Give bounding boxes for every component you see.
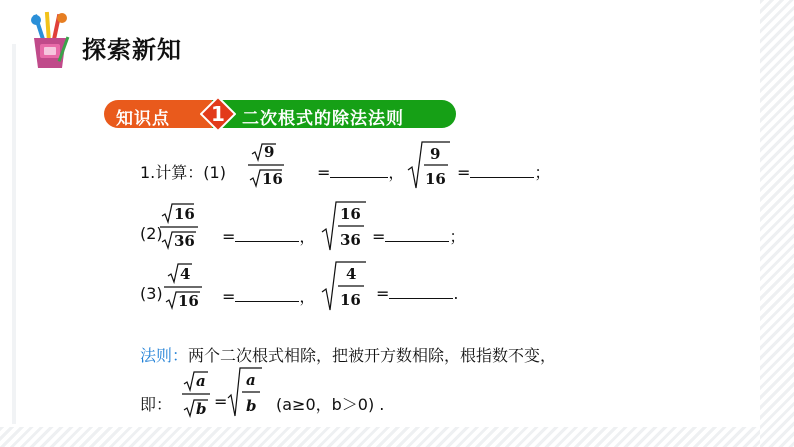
badge-number: 1 bbox=[211, 102, 225, 126]
answer-blank-4[interactable] bbox=[372, 224, 465, 247]
blank-line[interactable] bbox=[330, 164, 388, 178]
answer-blank-1[interactable] bbox=[317, 160, 404, 183]
answer-blank-2[interactable] bbox=[457, 160, 550, 183]
row3-label: (3) bbox=[140, 284, 163, 303]
var-b: b bbox=[246, 397, 257, 415]
blank-line[interactable] bbox=[235, 228, 299, 242]
equals-sign: = bbox=[222, 287, 236, 306]
equals-sign: = bbox=[372, 227, 386, 246]
rule-label: 法则： bbox=[140, 346, 189, 365]
var-a: a bbox=[196, 372, 206, 390]
formula-condition: (a≥0，b＞0) . bbox=[276, 395, 385, 414]
problem-intro: 1.计算：(1) bbox=[140, 163, 226, 182]
semicolon: ； bbox=[449, 227, 466, 246]
badge-topic: 二次根式的除法法则 bbox=[242, 109, 404, 129]
formula-equals: = bbox=[214, 392, 228, 411]
blank-line[interactable] bbox=[235, 288, 299, 302]
fraction-sqrt16-over-sqrt36 bbox=[158, 200, 208, 256]
row2-label: (2) bbox=[140, 224, 163, 243]
frac-numerator: 9 bbox=[264, 143, 275, 161]
equals-sign: = bbox=[222, 227, 236, 246]
frac-numerator: 16 bbox=[340, 205, 361, 223]
answer-blank-3[interactable] bbox=[222, 224, 315, 247]
answer-blank-5[interactable] bbox=[222, 284, 315, 307]
period: . bbox=[453, 284, 459, 303]
sqrt-of-9-over-16 bbox=[406, 140, 456, 194]
comma: ， bbox=[299, 227, 316, 246]
var-b: b bbox=[196, 400, 207, 418]
frac-denominator: 16 bbox=[340, 291, 361, 309]
var-a: a bbox=[246, 371, 256, 389]
frac-denominator: 36 bbox=[174, 232, 195, 250]
comma: ， bbox=[299, 287, 316, 306]
rule-text: 两个二次根式相除，把被开方数相除，根指数不变， bbox=[188, 346, 557, 365]
knowledge-point-badge bbox=[104, 96, 456, 132]
frac-denominator: 36 bbox=[340, 231, 361, 249]
equals-sign: = bbox=[457, 163, 471, 182]
frac-denominator: 16 bbox=[425, 170, 446, 188]
frac-numerator: 16 bbox=[174, 205, 195, 223]
right-stripe-decoration bbox=[760, 0, 794, 447]
fraction-sqrt4-over-sqrt16 bbox=[162, 260, 212, 316]
sqrt-of-a-over-b bbox=[226, 366, 266, 422]
frac-numerator: 4 bbox=[346, 265, 357, 283]
equals-sign: = bbox=[376, 284, 390, 303]
pencil-cup-icon bbox=[26, 10, 74, 72]
frac-denominator: 16 bbox=[262, 170, 283, 188]
frac-numerator: 4 bbox=[180, 265, 191, 283]
comma: ， bbox=[388, 163, 405, 182]
blank-line[interactable] bbox=[385, 228, 449, 242]
sqrt-of-16-over-36 bbox=[320, 200, 372, 256]
badge-left-label: 知识点 bbox=[116, 109, 170, 129]
frac-denominator: 16 bbox=[178, 292, 199, 310]
bottom-stripe-decoration bbox=[0, 427, 794, 447]
blank-line[interactable] bbox=[470, 164, 534, 178]
semicolon: ； bbox=[534, 163, 551, 182]
formula-prefix: 即： bbox=[140, 395, 173, 414]
left-bar-decoration bbox=[12, 44, 16, 424]
frac-numerator: 9 bbox=[430, 145, 441, 163]
page-title: 探索新知 bbox=[82, 36, 182, 64]
rule-statement bbox=[140, 343, 556, 366]
sqrt-of-4-over-16 bbox=[320, 260, 372, 316]
blank-line[interactable] bbox=[389, 285, 453, 299]
answer-blank-6[interactable] bbox=[376, 284, 459, 303]
equals-sign: = bbox=[317, 163, 331, 182]
fraction-sqrt9-over-sqrt16 bbox=[246, 140, 306, 194]
